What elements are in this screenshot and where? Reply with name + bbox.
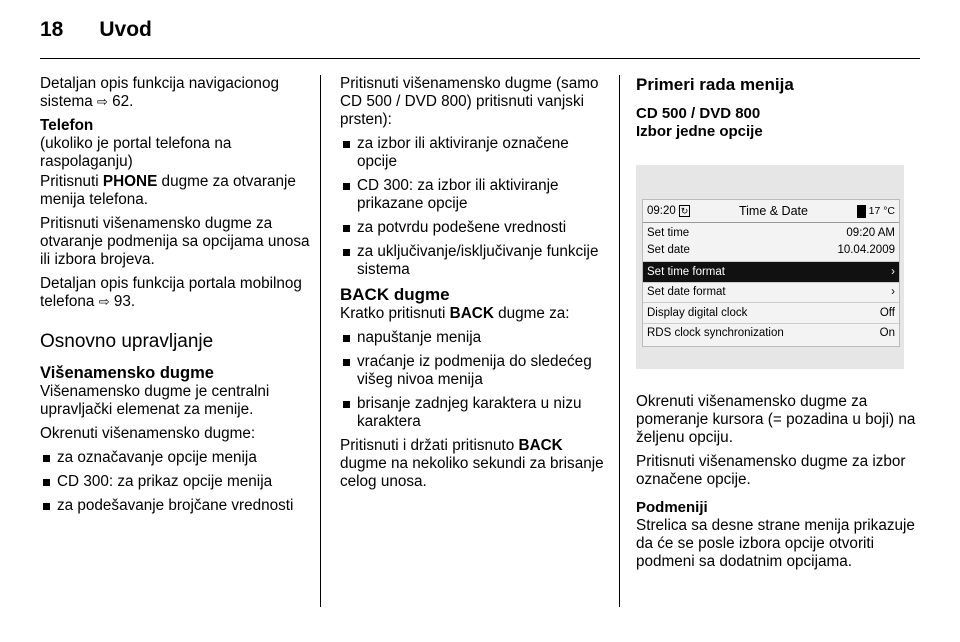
paragraph: Pritisnuti i držati pritisnuto BACK dugme na nekoliko sekundi za brisanje celog unosa. [340, 437, 604, 490]
page-number: 18 [40, 18, 64, 41]
page-ref-link[interactable]: 93. [113, 293, 136, 310]
column-divider [320, 75, 321, 607]
thermometer-icon [857, 205, 866, 218]
list-item: vraćanje iz podmenija do sledećeg višeg nivoa menija [340, 353, 612, 389]
bullet-list [340, 329, 612, 431]
section-heading: Primeri rada menija [636, 75, 794, 94]
list-item: za potvrdu podešene vrednosti [340, 219, 612, 237]
subsection-heading: Izbor jedne opcije [636, 123, 763, 140]
list-item: CD 300: za izbor ili aktiviranje prikazane opcije [340, 177, 612, 213]
paragraph: Pritisnuti višenamensko dugme (samo CD 500 / DVD 800) pritisnuti vanjski prsten): [340, 75, 599, 128]
section-title: Telefon [40, 117, 94, 134]
column-divider [619, 75, 620, 607]
paragraph: Višenamensko dugme je centralni upravljački elemenat za menije. [40, 383, 270, 418]
reference-arrow-icon: ⇨ [98, 294, 110, 309]
subsection-heading: CD 500 / DVD 800 [636, 105, 761, 122]
list-item: napuštanje menija [340, 329, 612, 347]
paragraph: Okrenuti višenamensko dugme za pomeranje kursora (= pozadina u boji) na željenu opciju. [636, 393, 916, 446]
reference-arrow-icon: ⇨ [96, 94, 108, 109]
paragraph: Strelica sa desne strane menija prikazuje da će se posle izbora opcije otvoriti podmeni sa dodatnim opcijama. [636, 517, 915, 570]
bullet-list [340, 135, 612, 279]
paragraph: Detaljan opis funkcija portala mobilnog telefona ⇨ 93. [40, 275, 302, 310]
column-1 [40, 75, 312, 521]
header-rule [40, 58, 920, 59]
paragraph: Kratko pritisnuti BACK dugme za: [340, 305, 570, 322]
list-item: za označavanje opcije menija [40, 449, 312, 467]
menu-item[interactable]: RDS clock synchronization On [647, 327, 895, 340]
temperature: 17 °C [868, 205, 895, 217]
list-item: za podešavanje brojčane vrednosti [40, 497, 312, 515]
section-heading: Osnovno upravljanje [40, 331, 214, 352]
bullet-list [40, 449, 312, 515]
page-ref-link[interactable]: 62. [112, 93, 134, 110]
screen-title: Time & Date [738, 204, 808, 218]
status-bar [643, 200, 899, 223]
list-item: za izbor ili aktiviranje označene opcije [340, 135, 612, 171]
paragraph: Telefon (ukoliko je portal telefona na raspolaganju) [40, 117, 232, 170]
paragraph: Detaljan opis funkcija navigacionog sistema ⇨ 62. [40, 75, 279, 110]
subsection-heading: Podmeniji [636, 499, 708, 516]
paragraph: Pritisnuti PHONE dugme za otvaranje menija telefona. [40, 173, 296, 208]
chapter-title: Uvod [99, 18, 152, 41]
subsection-heading: Višenamensko dugme [40, 364, 214, 382]
menu-item-selected[interactable]: Set time format › [643, 262, 899, 283]
column-3 [636, 75, 921, 577]
column-2 [340, 75, 612, 497]
menu-item[interactable]: Set date format › [643, 283, 899, 304]
list-item: brisanje zadnjeg karaktera u nizu karaktera [340, 395, 612, 431]
subsection-heading: BACK dugme [340, 285, 450, 304]
display-screenshot [636, 165, 904, 369]
display-screen [642, 199, 900, 347]
menu-item[interactable]: Display digital clock Off [643, 303, 899, 324]
page-header [40, 18, 188, 42]
menu-item[interactable]: Set time 09:20 AM Set date 10.04.2009 [643, 223, 899, 262]
paragraph: Okrenuti višenamensko dugme: [40, 425, 256, 442]
paragraph: Pritisnuti višenamensko dugme za otvaranje podmenija sa opcijama unosa ili izbora brojeva. [40, 215, 310, 268]
refresh-icon: ↻ [680, 206, 689, 216]
clock-time: 09:20 [647, 205, 676, 217]
submenu-arrow-icon: › [891, 286, 895, 299]
submenu-arrow-icon: › [891, 265, 895, 278]
list-item: CD 300: za prikaz opcije menija [40, 473, 312, 491]
list-item: za uključivanje/isključivanje funkcije sistema [340, 243, 612, 279]
paragraph: Pritisnuti višenamensko dugme za izbor označene opcije. [636, 453, 906, 488]
